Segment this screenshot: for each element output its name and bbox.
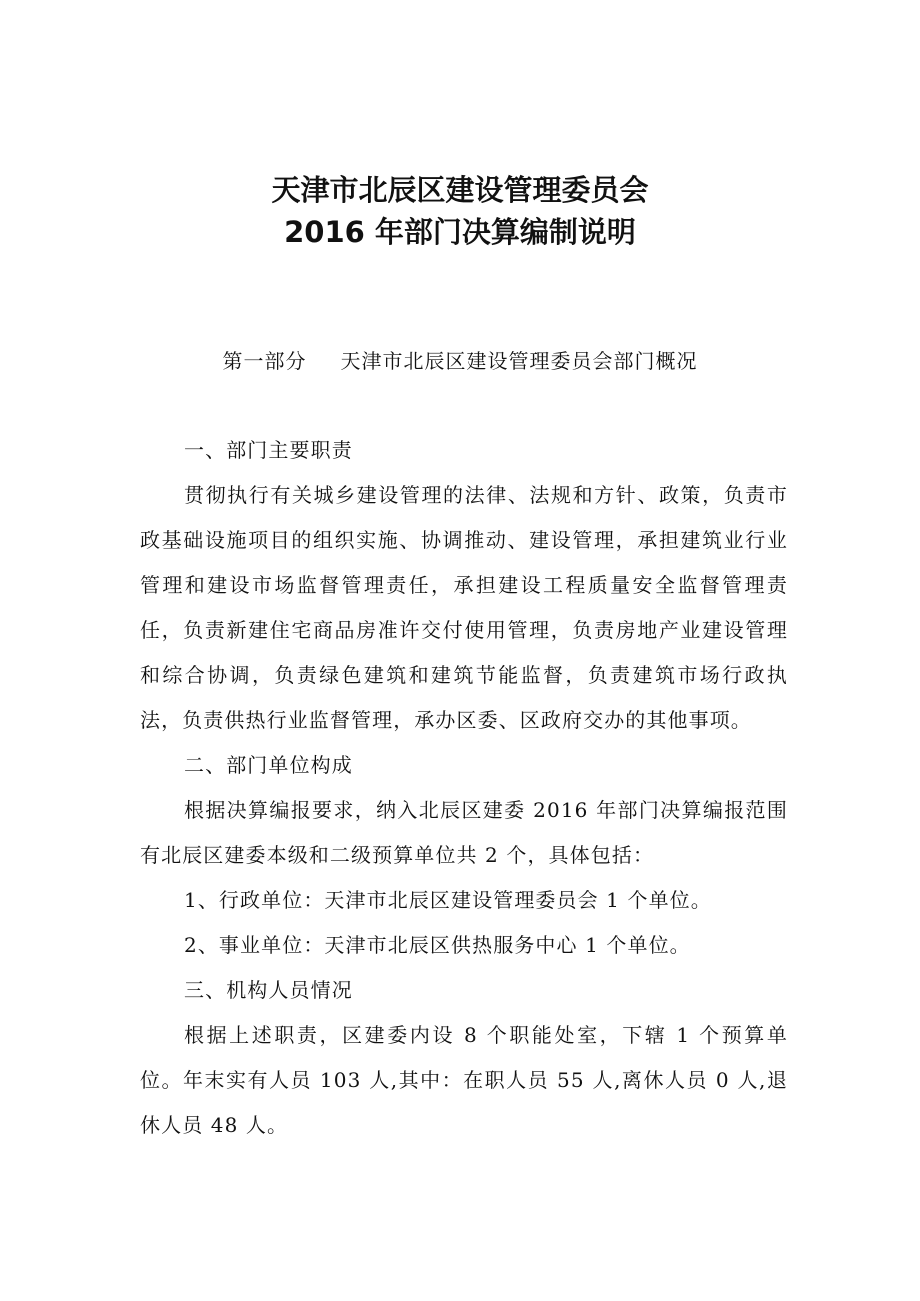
part-title: 天津市北辰区建设管理委员会部门概况 xyxy=(340,349,698,373)
paragraph-staff: 根据上述职责，区建委内设 8 个职能处室，下辖 1 个预算单位。年末实有人员 103 人,其中：在职人员 55 人,离休人员 0 人,退休人员 48 人。 xyxy=(140,1023,788,1137)
paragraph-public-unit: 2、事业单位：天津市北辰区供热服务中心 1 个单位。 xyxy=(184,933,691,957)
paragraph-duties: 贯彻执行有关城乡建设管理的法律、法规和方针、政策，负责市政基础设施项目的组织实施、协调推动、建设管理，承担建筑业行业管理和建设市场监督管理责任，承担建设工程质量安全监督管理责任，负责新建住宅商品房准许交付使用管理，负责房地产业建设管理和综合协调，负责绿色建筑和建筑节能监督，负责建筑市场行政执法，负责供热行业监督管理，承办区委、区政府交办的其他事项。 xyxy=(140,483,788,732)
document-body xyxy=(140,428,788,1148)
document-title-line1: 天津市北辰区建设管理委员会 xyxy=(271,173,649,207)
part-heading xyxy=(0,345,920,374)
section-heading-duties: 一、部门主要职责 xyxy=(184,438,353,462)
section-heading-staff: 三、机构人员情况 xyxy=(184,978,353,1002)
section-heading-units: 二、部门单位构成 xyxy=(184,753,353,777)
document-title-line2: 2016 年部门决算编制说明 xyxy=(284,215,636,249)
paragraph-units-scope: 根据决算编报要求，纳入北辰区建委 2016 年部门决算编报范围有北辰区建委本级和二级预算单位共 2 个，具体包括： xyxy=(140,798,788,867)
paragraph-admin-unit: 1、行政单位：天津市北辰区建设管理委员会 1 个单位。 xyxy=(184,888,712,912)
part-label: 第一部分 xyxy=(222,349,307,373)
